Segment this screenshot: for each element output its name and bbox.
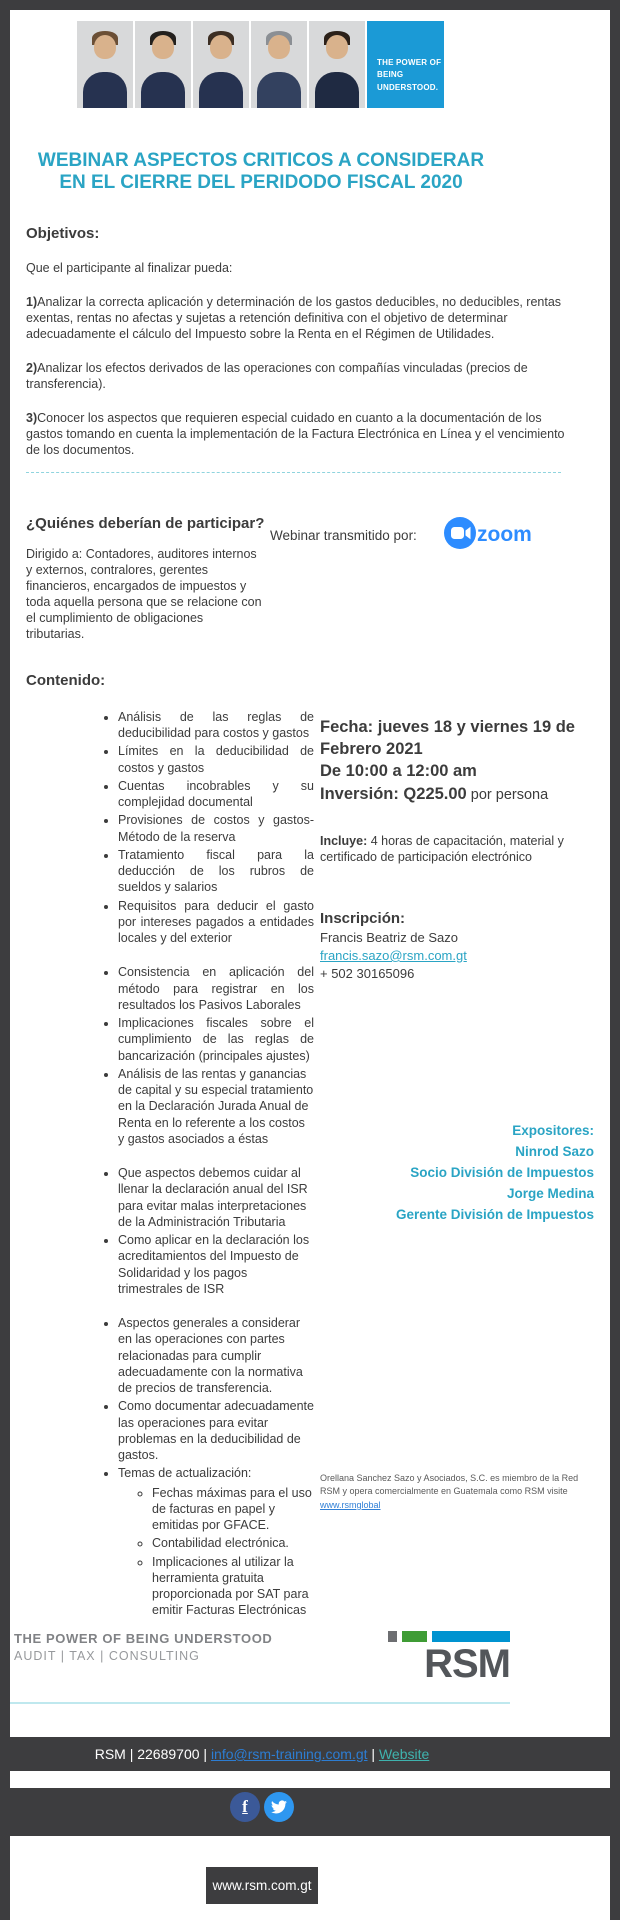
social-band [0,1788,620,1836]
rsm-green-block [402,1631,427,1642]
participants-body: Dirigido a: Contadores, auditores internos y externos, contralores, gerentes financieros, encargados de impuestos y toda aquella persona que se relacione con el cumplimiento de obligaciones tributarias. [26,546,262,641]
speaker-title: Gerente División de Impuestos [395,1206,594,1222]
list-item-temas [118,1465,314,1618]
temas-sublist [118,1485,314,1618]
main-card [10,10,610,1618]
tagline-line1: THE POWER OF [377,58,442,67]
temas-label: Temas de actualización: [118,1466,252,1481]
rsm-gray-block [388,1631,397,1642]
speaker-name: Jorge Medina [506,1186,594,1201]
contact-email-link[interactable]: info@rsm-training.com.gt [210,1746,368,1762]
rsmglobal-link[interactable]: www.rsmglobal [320,1499,381,1510]
footer-services: AUDIT | TAX | CONSULTING [14,1648,200,1663]
objetivo-1 [26,294,566,342]
list-item: • Que aspectos debemos cuidar al llenar la declaración anual del ISR para evitar malas interpretaciones de la Administración Tributaria [118,1165,314,1230]
person-photo [309,21,365,108]
header-image [77,21,444,108]
contenido-list [26,709,314,1618]
event-price [320,783,594,806]
sub-list-item: ◦ Contabilidad electrónica. [152,1535,314,1551]
objetivo-3-text: Conocer los aspectos que requieren especial cuidado en cuanto a la documentación de los gastos tomando en cuenta la implementación de la Factura Electrónica en Línea y el vencimiento de los documentos. [26,410,565,457]
rsm-blue-block [432,1631,510,1642]
white-strip [10,1771,610,1788]
objetivo-2-num: 2) [26,360,38,375]
objetivo-1-num: 1) [26,294,38,309]
contact-prefix: RSM | 22689700 | [94,1746,211,1762]
speaker-title: Socio División de Impuestos [410,1165,594,1181]
legal-text: Orellana Sanchez Sazo y Asociados, S.C. es miembro de la Red RSM y opera comercialmente en Guatemala como RSM visite [320,1472,579,1497]
sub-list-item: ◦ Implicaciones al utilizar la herramienta gratuita proporcionada por SAT para emitir Facturas Electrónicas [152,1554,314,1618]
footer-brand-band [10,1618,610,1737]
list-item: • Aspectos generales a considerar en las operaciones con partes relacionadas para cumplir adecuadamente con la normativa de precios de transferencia. [118,1315,314,1396]
includes-label: Incluye: [320,834,368,849]
list-item: • Tratamiento fiscal para la deducción de los rubros de sueldos y salarios [118,847,314,896]
registration-email-link[interactable]: francis.sazo@rsm.com.gt [320,947,467,963]
objetivo-1-text: Analizar la correcta aplicación y determinación de los gastos deducibles, no deducibles, rentas exentas, rentas no afectas y sujetas a retención definitiva con el objetivo de determinar adecuadamente el cálculo del Impuesto sobre la Renta en el Régimen de Utilidades. [26,294,562,341]
webinar-by-label: Webinar transmitido por: [270,527,417,543]
person-photo [77,21,133,108]
contact-bar [0,1737,620,1771]
webinar-platform-row [270,515,594,556]
page-title: WEBINAR ASPECTOS CRITICOS A CONSIDERAR EN EL CIERRE DEL PERIDODO FISCAL 2020 [37,150,485,194]
objetivos-heading: Objetivos: [26,224,100,242]
objetivo-2-text: Analizar los efectos derivados de las operaciones con compañías vinculadas (precios de transferencia). [26,360,528,391]
tagline-line2: BEING UNDERSTOOD. [377,70,439,92]
person-photo [251,21,307,108]
registration-contact-name: Francis Beatriz de Sazo [320,929,459,945]
contact-separator: | [367,1746,379,1762]
right-column [270,515,594,1618]
sub-list-item: ◦ Fechas máximas para el uso de facturas en papel y emitidas por GFACE. [152,1485,314,1534]
list-item: • Análisis de las reglas de deducibilidad para costos y gastos [118,709,314,742]
twitter-icon[interactable] [264,1792,294,1822]
url-button-wrap [10,1836,514,1904]
registration-heading: Inscripción: [320,909,406,927]
includes-note [320,833,570,866]
contact-bar-text [0,1746,524,1762]
event-date-line1: Fecha: jueves 18 y viernes 19 de Febrero 2021 [320,717,575,759]
person-photo [193,21,249,108]
list-item: • Implicaciones fiscales sobre el cumplimiento de las reglas de bancarización (principales ajustes) [118,1015,314,1064]
objetivo-2 [26,360,566,392]
teal-divider [10,1702,510,1704]
bottom-band [10,1836,610,1920]
list-item: • Requisitos para deducir el gasto por intereses pagados a entidades locales y del exterior [118,898,314,947]
objetivos-intro: Que el participante al finalizar pueda: [26,260,233,275]
list-item: • Análisis de las rentas y ganancias de capital y su especial tratamiento en la Declaración Jurada Anual de Renta en lo referente a los costos y gastos asociados a éstas [118,1066,314,1147]
event-date [320,716,594,805]
facebook-icon[interactable]: f [230,1792,260,1822]
two-column-area [26,515,594,1618]
person-photo [135,21,191,108]
includes-text: 4 horas de capacitación, material y certificado de participación electrónico [320,834,564,865]
rsm-logo-blocks [383,1631,510,1642]
legal-note [320,1472,586,1513]
list-item: • Consistencia en aplicación del método para registrar en los resultados los Pasivos Laborales [118,964,314,1013]
website-link[interactable]: Website [378,1746,430,1762]
speaker-name: Ninrod Sazo [515,1144,594,1160]
svg-text:zoom: zoom [476,522,532,546]
price-bold: Inversión: Q225.00 [320,784,467,803]
zoom-logo-icon [443,515,543,556]
list-item: • Provisiones de costos y gastos-Método de la reserva [118,812,314,845]
list-item: • Como documentar adecuadamente las operaciones para evitar problemas en la deducibilidad de gastos. [118,1398,314,1463]
list-item: • Como aplicar en la declaración los acreditamientos del Impuesto de Solidaridad y los pagos trimestrales de ISR [118,1232,314,1297]
contenido-heading: Contenido: [26,671,106,689]
footer-tagline: THE POWER OF BEING UNDERSTOOD [14,1631,273,1646]
social-icons [0,1792,524,1822]
registration-block [320,908,594,984]
website-url-button[interactable]: www.rsm.com.gt [206,1867,318,1904]
list-item: • Límites en la deducibilidad de costos y gastos [118,743,314,776]
left-column [26,514,314,1618]
rsm-logo-text: RSM [424,1642,510,1686]
objetivo-3-num: 3) [26,410,38,425]
speakers-block [320,1121,594,1226]
event-time: De 10:00 a 12:00 am [320,762,477,781]
participants-heading: ¿Quiénes deberían de participar? [26,514,265,532]
speakers-heading: Expositores: [512,1123,594,1139]
objetivo-3 [26,410,566,458]
brand-tagline-box [367,21,444,108]
list-item: • Cuentas incobrables y su complejidad documental [118,778,314,811]
registration-phone: + 502 30165096 [320,966,415,982]
price-unit: por persona [466,786,549,803]
dashed-separator [26,472,561,473]
rsm-logo [383,1631,510,1686]
